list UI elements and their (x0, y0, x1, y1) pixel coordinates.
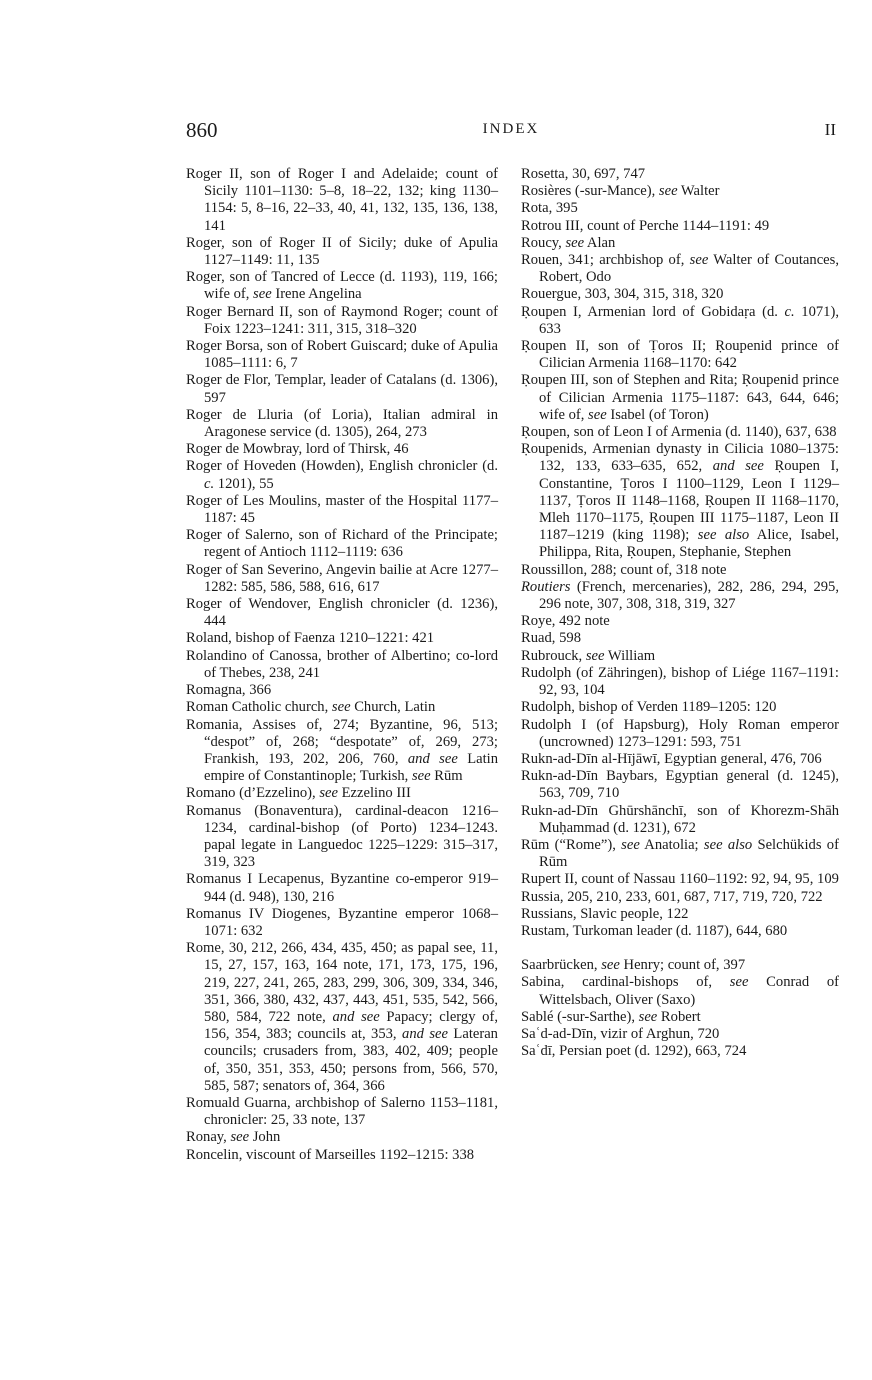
index-entry: Rupert II, count of Nassau 1160–1192: 92, 94, 95, 109 (521, 871, 839, 888)
index-entry: Roman Catholic church, see Church, Latin (186, 699, 436, 716)
index-entry: Roger Borsa, son of Robert Guiscard; duke of Apulia 1085–1111: 6, 7 (186, 338, 498, 372)
index-entry: Rome, 30, 212, 266, 434, 435, 450; as papal see, 11, 15, 27, 157, 163, 164 note, 171, 173, 175, 196, 219, 227, 241, 265, 283, 299, 306, 309, 334, 346, 351, 366, 380, 432, 437, 443, 451, 535, 542, 566, 580, 584, 722 note, and see Papacy; clergy of, 156, 354, 383; councils at, 353, and see Lateran councils; crusaders from, 383, 402, 409; people of, 350, 351, 353, 450; persons from, 566, 570, 585, 587; senators of, 364, 366 (186, 940, 498, 1094)
index-entry: Roger, son of Roger II of Sicily; duke of Apulia 1127–1149: 11, 135 (186, 234, 498, 269)
index-entry: Rouergue, 303, 304, 315, 318, 320 (521, 286, 724, 303)
index-entry: Roger II, son of Roger I and Adelaide; count of Sicily 1101–1130: 5–8, 18–22, 132; king 1130–1154: 5, 8–16, 22–33, 40, 41, 132, 135, 136, 138, 141 (186, 166, 498, 234)
index-entry: Rukn-ad-Dīn al-Hījāwī, Egyptian general, 476, 706 (521, 750, 822, 767)
index-entry: Russians, Slavic people, 122 (521, 905, 689, 922)
index-entry: Roucy, see Alan (521, 234, 616, 251)
index-entry: Saʿd-ad-Dīn, vizir of Arghun, 720 (521, 1025, 720, 1042)
index-entry: Rukn-ad-Dīn Ghūrshānchī, son of Khorezm-Shāh Muḥammad (d. 1231), 672 (521, 802, 839, 836)
index-entry: Roncelin, viscount of Marseilles 1192–1215: 338 (186, 1146, 475, 1163)
index-entry: Roye, 492 note (521, 613, 610, 630)
index-entry: Rosetta, 30, 697, 747 (521, 166, 646, 182)
index-entry: Romanus IV Diogenes, Byzantine emperor 1068–1071: 632 (186, 905, 498, 939)
index-entry: Ṛoupen III, son of Stephen and Rita; Ṛoupenid prince of Cilician Armenia 1175–1187: 643, 644, 646; wife of, see Isabel (of Toron) (521, 372, 839, 423)
index-entry: Rustam, Turkoman leader (d. 1187), 644, 680 (521, 922, 788, 939)
index-entry: Rouen, 341; archbishop of, see Walter of Coutances, Robert, Odo (521, 252, 839, 286)
index-entry: Roussillon, 288; count of, 318 note (521, 561, 727, 578)
index-entry: Rūm (“Rome”), see Anatolia; see also Selchükids of Rūm (521, 836, 839, 871)
section-gap (521, 940, 839, 957)
running-title: INDEX (482, 121, 540, 137)
index-entry: Ṛoupen, son of Leon I of Armenia (d. 1140), 637, 638 (521, 424, 837, 441)
index-entry: Ruad, 598 (521, 630, 581, 647)
index-entry: Roger Bernard II, son of Raymond Roger; count of Foix 1223–1241: 311, 315, 318–320 (186, 303, 498, 337)
index-entry: Romano (d’Ezzelino), see Ezzelino III (186, 785, 411, 802)
index-entry: Saarbrücken, see Henry; count of, 397 (521, 957, 746, 974)
index-entry: Roland, bishop of Faenza 1210–1221: 421 (186, 630, 435, 647)
index-entry: Ronay, see John (186, 1129, 281, 1146)
index-entry: Rotrou III, count of Perche 1144–1191: 49 (521, 217, 770, 234)
index-entry: Saʿdī, Persian poet (d. 1292), 663, 724 (521, 1043, 747, 1060)
index-entry: Rudolph (of Zähringen), bishop of Liége 1167–1191: 92, 93, 104 (521, 664, 839, 699)
index-entry: Roger of Les Moulins, master of the Hospital 1177–1187: 45 (186, 492, 498, 527)
index-entry: Romanus I Lecapenus, Byzantine co-emperor 919–944 (d. 948), 130, 216 (186, 871, 498, 905)
index-entry: Russia, 205, 210, 233, 601, 687, 717, 719, 720, 722 (521, 888, 823, 905)
index-entry: Roger de Flor, Templar, leader of Catalans (d. 1306), 597 (186, 372, 498, 406)
index-entry: Romania, Assises of, 274; Byzantine, 96, 513; “despot” of, 268; “despotate” of, 269, 273; Frankish, 193, 202, 206, 760, and see Latin empire of Constantinople; Turkish, see Rūm (186, 716, 498, 785)
index-entry: Rudolph, bishop of Verden 1189–1205: 120 (521, 699, 777, 716)
index-entry: Routiers (French, mercenaries), 282, 286, 294, 295, 296 note, 307, 308, 318, 319, 327 (521, 578, 839, 613)
index-entry: Romuald Guarna, archbishop of Salerno 1153–1181, chronicler: 25, 33 note, 137 (186, 1094, 498, 1129)
index-entry: Sabina, cardinal-bishops of, see Conrad of Wittelsbach, Oliver (Saxo) (521, 974, 839, 1008)
index-entry: Roger de Lluria (of Loria), Italian admiral in Aragonese service (d. 1305), 264, 273 (186, 406, 498, 441)
index-entry: Rubrouck, see William (521, 647, 656, 664)
index-entry: Rudolph I (of Hapsburg), Holy Roman emperor (uncrowned) 1273–1291: 593, 751 (521, 716, 839, 750)
volume-number: II (824, 120, 836, 139)
index-entry: Roger of Salerno, son of Richard of the Principate; regent of Antioch 1112–1119: 636 (186, 527, 498, 561)
index-entry: Roger of San Severino, Angevin bailie at Acre 1277–1282: 585, 586, 588, 616, 617 (186, 561, 498, 595)
index-entry: Rolandino of Canossa, brother of Albertino; co-lord of Thebes, 238, 241 (186, 647, 498, 681)
index-entry: Sablé (-sur-Sarthe), see Robert (521, 1008, 701, 1025)
index-entry: Rosières (-sur-Mance), see Walter (521, 183, 720, 200)
index-entry: Rota, 395 (521, 200, 578, 217)
index-entry: Ṛoupenids, Armenian dynasty in Cilicia 1080–1375: 132, 133, 633–635, 652, and see Ṛoupen I, Constantine, Ṭoros I 1100–1129, Leon I 1129–1137, Ṭoros II 1148–1168, Ṛoupen II 1168–1170, Mleh 1170–1175, Ṛoupen III 1175–1187, Leon II 1187–1219 (king 1198); see also Alice, Isabel, Philippa, Rita, Ṛoupen, Stephanie, Stephen (521, 441, 839, 561)
index-entry: Roger of Hoveden (Howden), English chronicler (d. c. 1201), 55 (186, 458, 498, 492)
index-entry: Romanus (Bonaventura), cardinal-deacon 1216–1234, cardinal-bishop (of Porto) 1234–1243. papal legate in Languedoc 1225–1229: 315–317, 319, 323 (186, 802, 498, 871)
index-column-right (521, 166, 839, 1060)
index-column-left (186, 166, 498, 1164)
index-entry: Roger of Wendover, English chronicler (d. 1236), 444 (186, 596, 498, 630)
index-entry: Ṛoupen I, Armenian lord of Gobidaṛa (d. c. 1071), 633 (521, 303, 839, 337)
index-entry: Ṛoupen II, son of Ṭoros II; Ṛoupenid prince of Cilician Armenia 1168–1170: 642 (521, 338, 839, 372)
index-entry: Rukn-ad-Dīn Baybars, Egyptian general (d. 1245), 563, 709, 710 (521, 768, 839, 802)
page-number: 860 (186, 118, 218, 142)
page-header (186, 118, 836, 142)
index-entry: Roger, son of Tancred of Lecce (d. 1193), 119, 166; wife of, see Irene Angelina (186, 269, 498, 303)
index-entry: Romagna, 366 (186, 682, 272, 699)
index-entry: Roger de Mowbray, lord of Thirsk, 46 (186, 441, 409, 458)
